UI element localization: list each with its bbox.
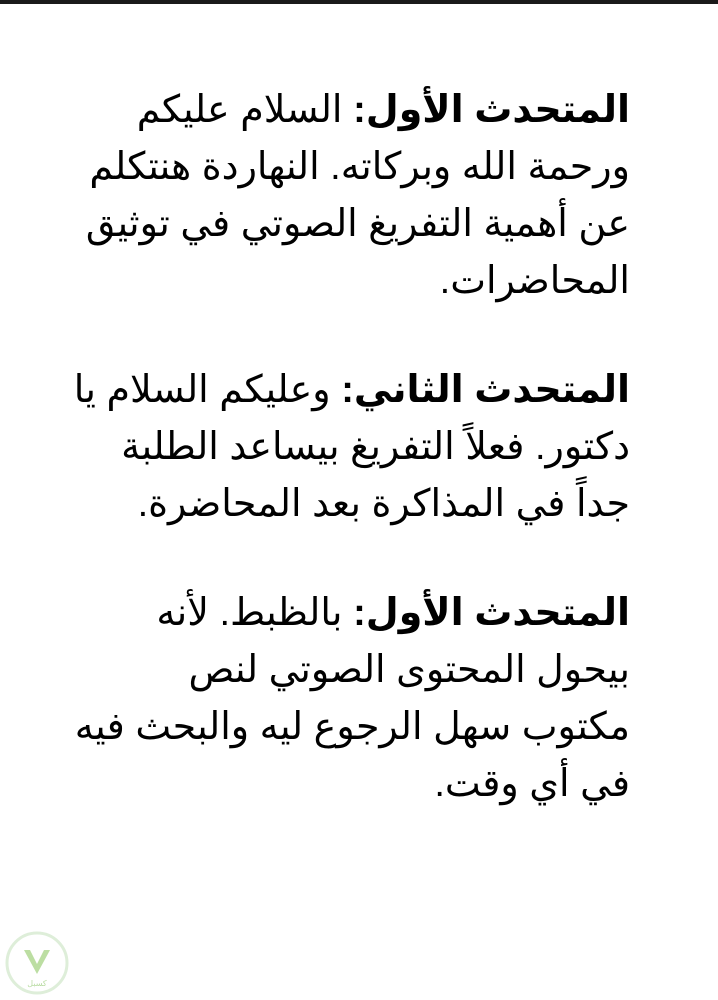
- speaker-label: المتحدث الأول:: [353, 89, 630, 131]
- speaker-label: المتحدث الثاني:: [341, 369, 630, 411]
- watermark-logo-icon: [4, 930, 70, 996]
- turn-text: وعليكم السلام يا دكتور. فعلاً التفريغ بيساعد الطلبة جداً في المذاكرة بعد المحاضرة.: [73, 369, 630, 525]
- turn-text: السلام عليكم ورحمة الله وبركاته. النهاردة هنتكلم عن أهمية التفريغ الصوتي في توثيق المحاضرات.: [85, 89, 630, 302]
- top-edge-bar: [0, 0, 718, 4]
- speaker-label: المتحدث الأول:: [353, 592, 630, 634]
- watermark-text: كسبل: [27, 979, 47, 988]
- turn-text: بالظبط. لأنه بيحول المحتوى الصوتي لنص مكتوب سهل الرجوع ليه والبحث فيه في أي وقت.: [74, 592, 630, 805]
- transcript-turn-3: [70, 585, 630, 813]
- transcript: [70, 82, 630, 865]
- transcript-turn-2: [70, 362, 630, 533]
- transcript-turn-1: [70, 82, 630, 310]
